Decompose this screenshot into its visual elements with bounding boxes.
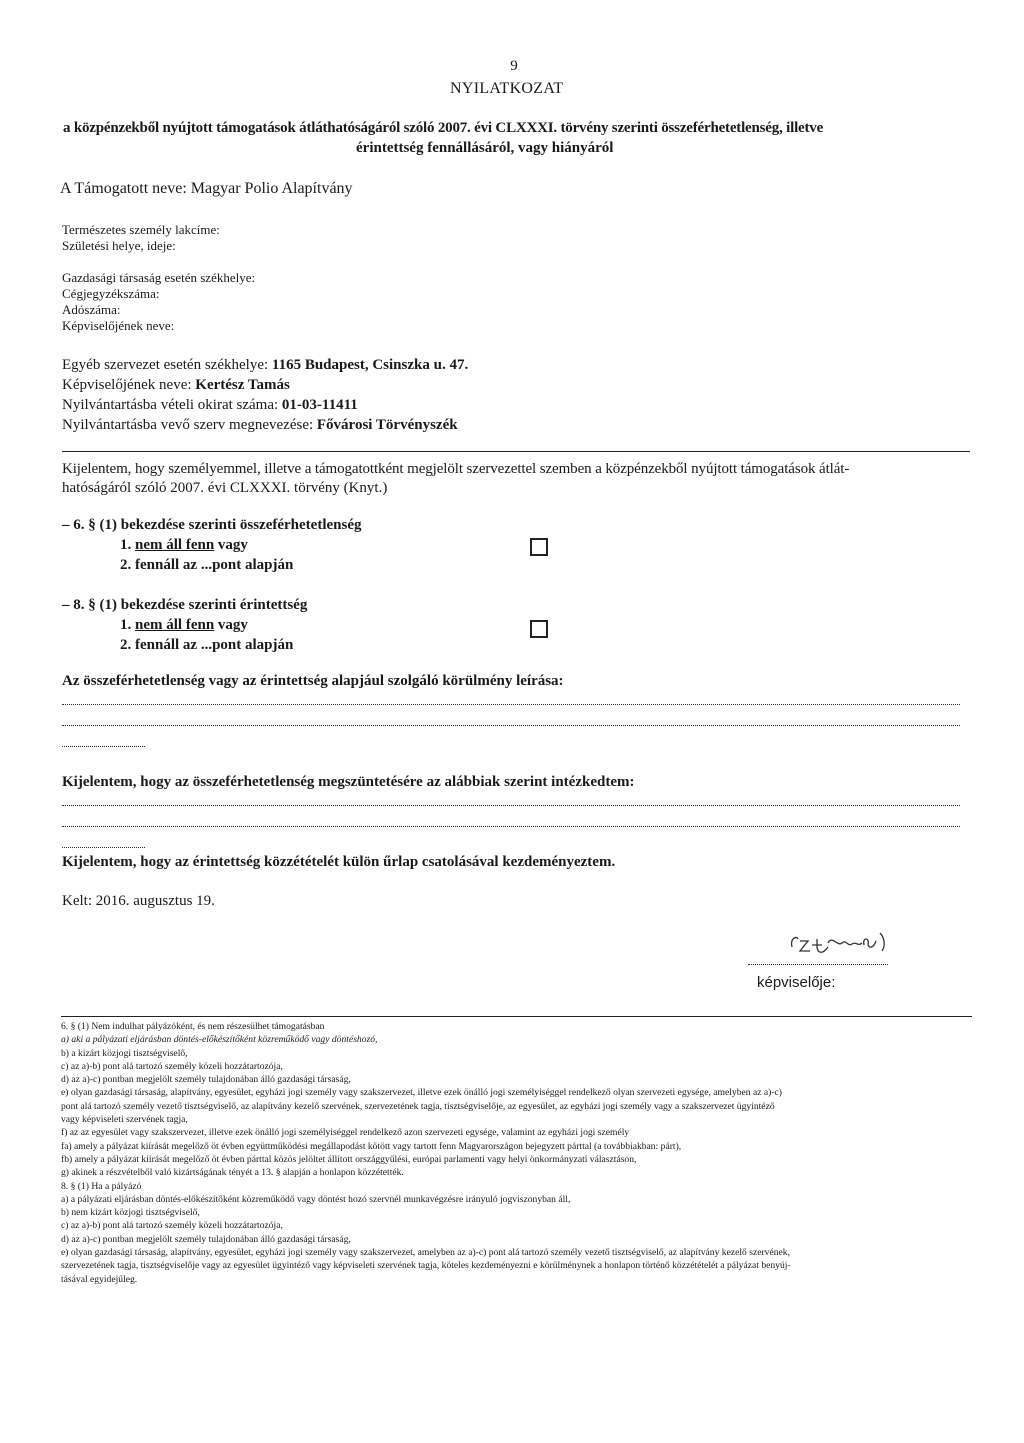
section6-option1-text: nem áll fenn (135, 537, 215, 553)
section8-option2: 2. fennáll az ...pont alapján (120, 637, 294, 653)
page-number: 9 (510, 58, 518, 74)
section6-heading: – 6. § (1) bekezdése szerinti összeférhetetlenség (62, 517, 362, 533)
signature-label: képviselője: (757, 974, 836, 991)
section6-option1-suffix: vagy (217, 537, 248, 553)
footnote-line: b) nem kizárt közjogi tisztségviselő, (61, 1207, 200, 1219)
company-rep-label: Képviselőjének neve: (62, 318, 175, 333)
footnote-line: a) aki a pályázati eljárásban döntés-előkészítőként közreműködő vagy döntéshozó, (61, 1034, 378, 1046)
other-org-authority-label: Nyilvántartásba vevő szerv megnevezése: (62, 417, 314, 433)
section8-option1-text: nem áll fenn (135, 617, 215, 633)
date: Kelt: 2016. augusztus 19. (62, 893, 215, 909)
page-title: NYILATKOZAT (450, 80, 564, 97)
section8-checkbox[interactable] (530, 620, 548, 638)
signature (788, 925, 898, 965)
description-heading: Az összeférhetetlenség vagy az érintettség alapjául szolgáló körülmény leírása: (62, 673, 564, 689)
footnote-line: tásával egyidejűleg. (61, 1273, 138, 1285)
measures-heading: Kijelentem, hogy az összeférhetetlenség megszüntetésére az alábbiak szerint intézkedtem: (62, 774, 635, 790)
footnote-line: fb) amely a pályázat kiírását megelőző öt évben párttal közös jelöltet állított országgyűlési, európai parlamenti vagy helyi önkormányzati választáson, (61, 1153, 637, 1165)
footnote-line: g) akinek a részvételből való kizártságának tényét a 13. § alapján a honlapon közzétették. (61, 1167, 404, 1179)
footnote-line: fa) amely a pályázat kiírását megelőző öt évben együttműködési megállapodást kötött vagy tartott fenn Magyarországon bejegyzett párttal (a továbbiakban: párt), (61, 1140, 682, 1152)
other-org-authority-value: Fővárosi Törvényszék (316, 417, 458, 433)
declaration-line1: Kijelentem, hogy személyemmel, illetve a támogatottként megjelölt szervezettel szemben a közpénzekből nyújtott támogatások átlát- (62, 461, 850, 477)
footnote-line: a) a pályázati eljárásban döntés-előkészítőként közreműködő vagy döntést hozó szervnél munkavégzésre irányuló jogviszonyban áll, (61, 1193, 571, 1205)
company-seat-label: Gazdasági társaság esetén székhelye: (62, 270, 256, 285)
section-divider (62, 451, 970, 452)
footnote-line: vagy képviseleti szervének tagja, (61, 1114, 188, 1126)
document-subtitle-line1: a közpénzekből nyújtott támogatások átláthatóságáról szóló 2007. évi CLXXXI. törvény szerinti összeférhetetlenség, illetve (63, 120, 824, 136)
other-org-rep-value: Kertész Tamás (195, 377, 290, 393)
footnote-line: 6. § (1) Nem indulhat pályázóként, és nem részesülhet támogatásban (61, 1021, 325, 1032)
section8-option1-number: 1. (120, 617, 132, 633)
supported-name: A Támogatott neve: Magyar Polio Alapítvány (60, 180, 353, 197)
other-org-rep (62, 377, 290, 394)
section8-option1-suffix: vagy (217, 617, 248, 633)
footnotes (61, 1020, 971, 1286)
other-org-reg-value: 01-03-11411 (281, 397, 358, 413)
natural-person-birth-label: Születési helye, ideje: (62, 238, 176, 253)
other-org-authority (62, 417, 458, 434)
footnote-line: f) az az egyesület vagy szakszervezet, illetve ezek önálló jogi személyiséggel rendelkező azon szervezeti egysége, valamint az egyházi jogi személy (61, 1127, 630, 1139)
signature-dotted-line (748, 964, 888, 965)
declaration-line2: hatóságáról szóló 2007. évi CLXXXI. törvény (Knyt.) (62, 480, 388, 496)
other-org-seat (62, 357, 468, 374)
publication-statement: Kijelentem, hogy az érintettség közzétételét külön űrlap csatolásával kezdeményeztem. (62, 854, 616, 870)
footnote-line: szervezetének tagja, tisztségviselője vagy az egyesület ügyintéző vagy képviseleti szervének tagja, köteles kezdeményezni e körülménynek a honlapon történő közzétételét a pályázat benyúj- (61, 1260, 791, 1272)
section6-option1 (120, 537, 248, 554)
footnote-line: pont alá tartozó személy vezető tisztségviselő, az alapítvány kezelő szervének, szervezetének tagja, tisztségviselője, az egyesület, az egyházi jogi személy vagy a szakszervezet ügyintéző (61, 1100, 775, 1112)
footnote-line: e) olyan gazdasági társaság, alapítvány, egyesület, egyházi jogi személy vagy szakszervezet, illetve ezek önálló jogi személyiséggel rendelkező olyan szervezeti egysége, amelyben az a)-c) (61, 1087, 782, 1099)
section6-checkbox[interactable] (530, 538, 548, 556)
section8-option1 (120, 617, 248, 634)
description-dotted-line-1[interactable] (62, 704, 960, 705)
footnote-line: c) az a)-b) pont alá tartozó személy közeli hozzátartozója, (61, 1220, 283, 1232)
section6-option1-number: 1. (120, 537, 132, 553)
measures-dotted-line-3[interactable] (62, 847, 145, 848)
company-tax-label: Adószáma: (62, 302, 121, 317)
footnote-line: 8. § (1) Ha a pályázó (61, 1180, 142, 1192)
other-org-reg-label: Nyilvántartásba vételi okirat száma: (62, 397, 279, 413)
footnote-line: e) olyan gazdasági társaság, alapítvány, egyesület, egyházi jogi személy vagy szakszervezet, amelyben az a)-c) pont alá tartozó személy vezető tisztségviselő, az alapítvány kezelő szervének, (61, 1247, 790, 1259)
footnote-line: b) a kizárt közjogi tisztségviselő, (61, 1047, 188, 1059)
footnote-line: c) az a)-b) pont alá tartozó személy közeli hozzátartozója, (61, 1060, 283, 1072)
other-org-seat-value: 1165 Budapest, Csinszka u. 47. (271, 357, 469, 373)
other-org-reg (62, 397, 358, 414)
company-reg-label: Cégjegyzékszáma: (62, 286, 160, 301)
other-org-seat-label: Egyéb szervezet esetén székhelye: (62, 357, 269, 373)
section6-option2: 2. fennáll az ...pont alapján (120, 557, 294, 573)
description-dotted-line-2[interactable] (62, 725, 960, 726)
footnote-line: d) az a)-c) pontban megjelölt személy tulajdonában álló gazdasági társaság, (61, 1233, 351, 1245)
natural-person-address-label: Természetes személy lakcíme: (62, 222, 220, 237)
footnote-divider (61, 1016, 972, 1017)
measures-dotted-line-2[interactable] (62, 826, 960, 827)
measures-dotted-line-1[interactable] (62, 805, 960, 806)
footnote-line: d) az a)-c) pontban megjelölt személy tulajdonában álló gazdasági társaság, (61, 1074, 351, 1086)
document-subtitle-line2: érintettség fennállásáról, vagy hiányáról (356, 140, 614, 156)
description-dotted-line-3[interactable] (62, 746, 145, 747)
section8-heading: – 8. § (1) bekezdése szerinti érintettség (62, 597, 308, 613)
other-org-rep-label: Képviselőjének neve: (62, 377, 192, 393)
